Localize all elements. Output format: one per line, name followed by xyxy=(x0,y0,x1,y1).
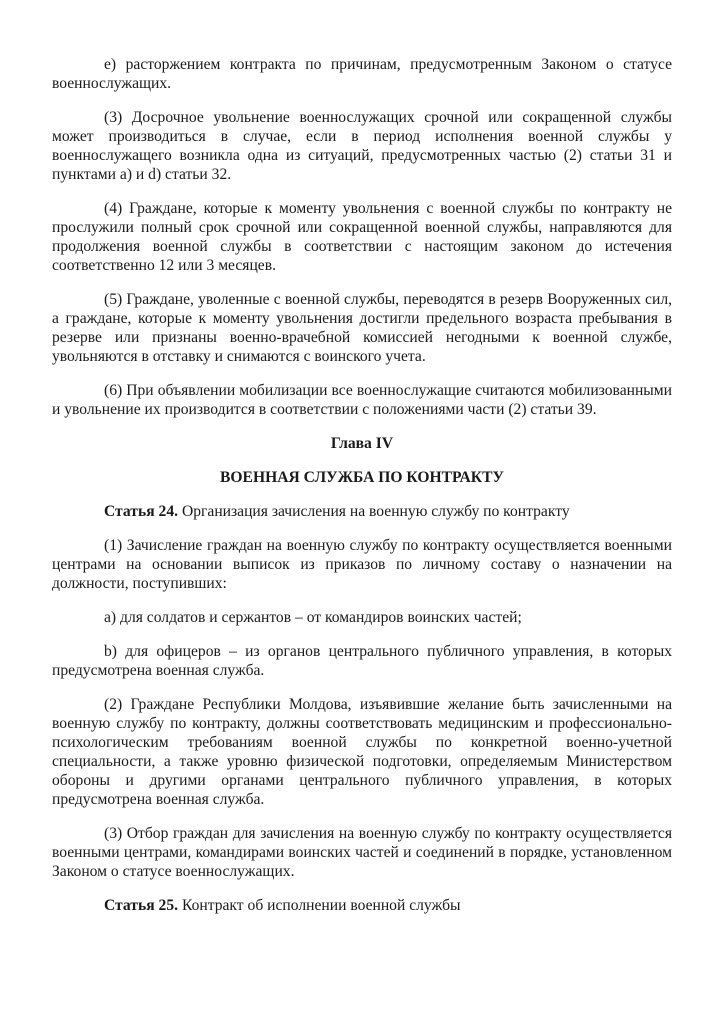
document-page xyxy=(52,55,672,930)
paragraph: b) для офицеров – из органов центрального публичного управления, в которых предусмотрена военная служба. xyxy=(52,643,672,679)
article-label: Статья 25. xyxy=(104,897,179,914)
article-title: Контракт об исполнении военной службы xyxy=(178,897,461,914)
paragraph: (6) При объявлении мобилизации все военнослужащие считаются мобилизованными и увольнение их производится в соответствии с положениями части (2) статьи 39. xyxy=(52,382,672,418)
paragraph: (4) Граждане, которые к моменту увольнения с военной службы по контракту не прослужили полный срок срочной или сокращенной военной службы, направляются для продолжения военной службы в соответствии с настоящим законом до истечения соответственно 12 или 3 месяцев. xyxy=(52,200,672,274)
chapter-title: ВОЕННАЯ СЛУЖБА ПО КОНТРАКТУ xyxy=(220,469,504,486)
paragraph: (2) Граждане Республики Молдова, изъявившие желание быть зачисленными на военную службу по контракту, должны соответствовать медицинским и профессионально-психологическим требованиям военной службы по конкретной военно-учетной специальности, а также уровню физической подготовки, определяемым Министерством обороны и другими органами центрального публичного управления, в которых предусмотрена военная служба. xyxy=(52,696,672,808)
chapter-number: Глава IV xyxy=(330,435,394,452)
article-label: Статья 24. xyxy=(104,503,179,520)
paragraph: (5) Граждане, уволенные с военной службы, переводятся в резерв Вооруженных сил, а граждане, которые к моменту увольнения достигли предельного возраста пребывания в резерве или признаны военно-врачебной комиссией негодными к военной службе, увольняются в отставку и снимаются с воинского учета. xyxy=(52,291,672,365)
paragraph: е) расторжением контракта по причинам, предусмотренным Законом о статусе военнослужащих. xyxy=(52,56,672,92)
article-24-heading xyxy=(52,502,672,521)
paragraph: (1) Зачисление граждан на военную службу по контракту осуществляется военными центрами на основании выписок из приказов по личному составу о назначении на должности, поступивших: xyxy=(52,537,672,592)
article-25-heading xyxy=(52,896,672,915)
article-title: Организация зачисления на военную службу по контракту xyxy=(178,503,570,520)
paragraph: (3) Отбор граждан для зачисления на военную службу по контракту осуществляется военными центрами, командирами воинских частей и соединений в порядке, установленном Законом о статусе военнослужащих. xyxy=(52,825,672,880)
paragraph: a) для солдатов и сержантов – от командиров воинских частей; xyxy=(104,609,522,626)
paragraph: (3) Досрочное увольнение военнослужащих срочной или сокращенной службы может производиться в случае, если в период исполнения военной службы у военнослужащего возникла одна из ситуаций, предусмотренных частью (2) статьи 31 и пунктами а) и d) статьи 32. xyxy=(52,109,672,183)
